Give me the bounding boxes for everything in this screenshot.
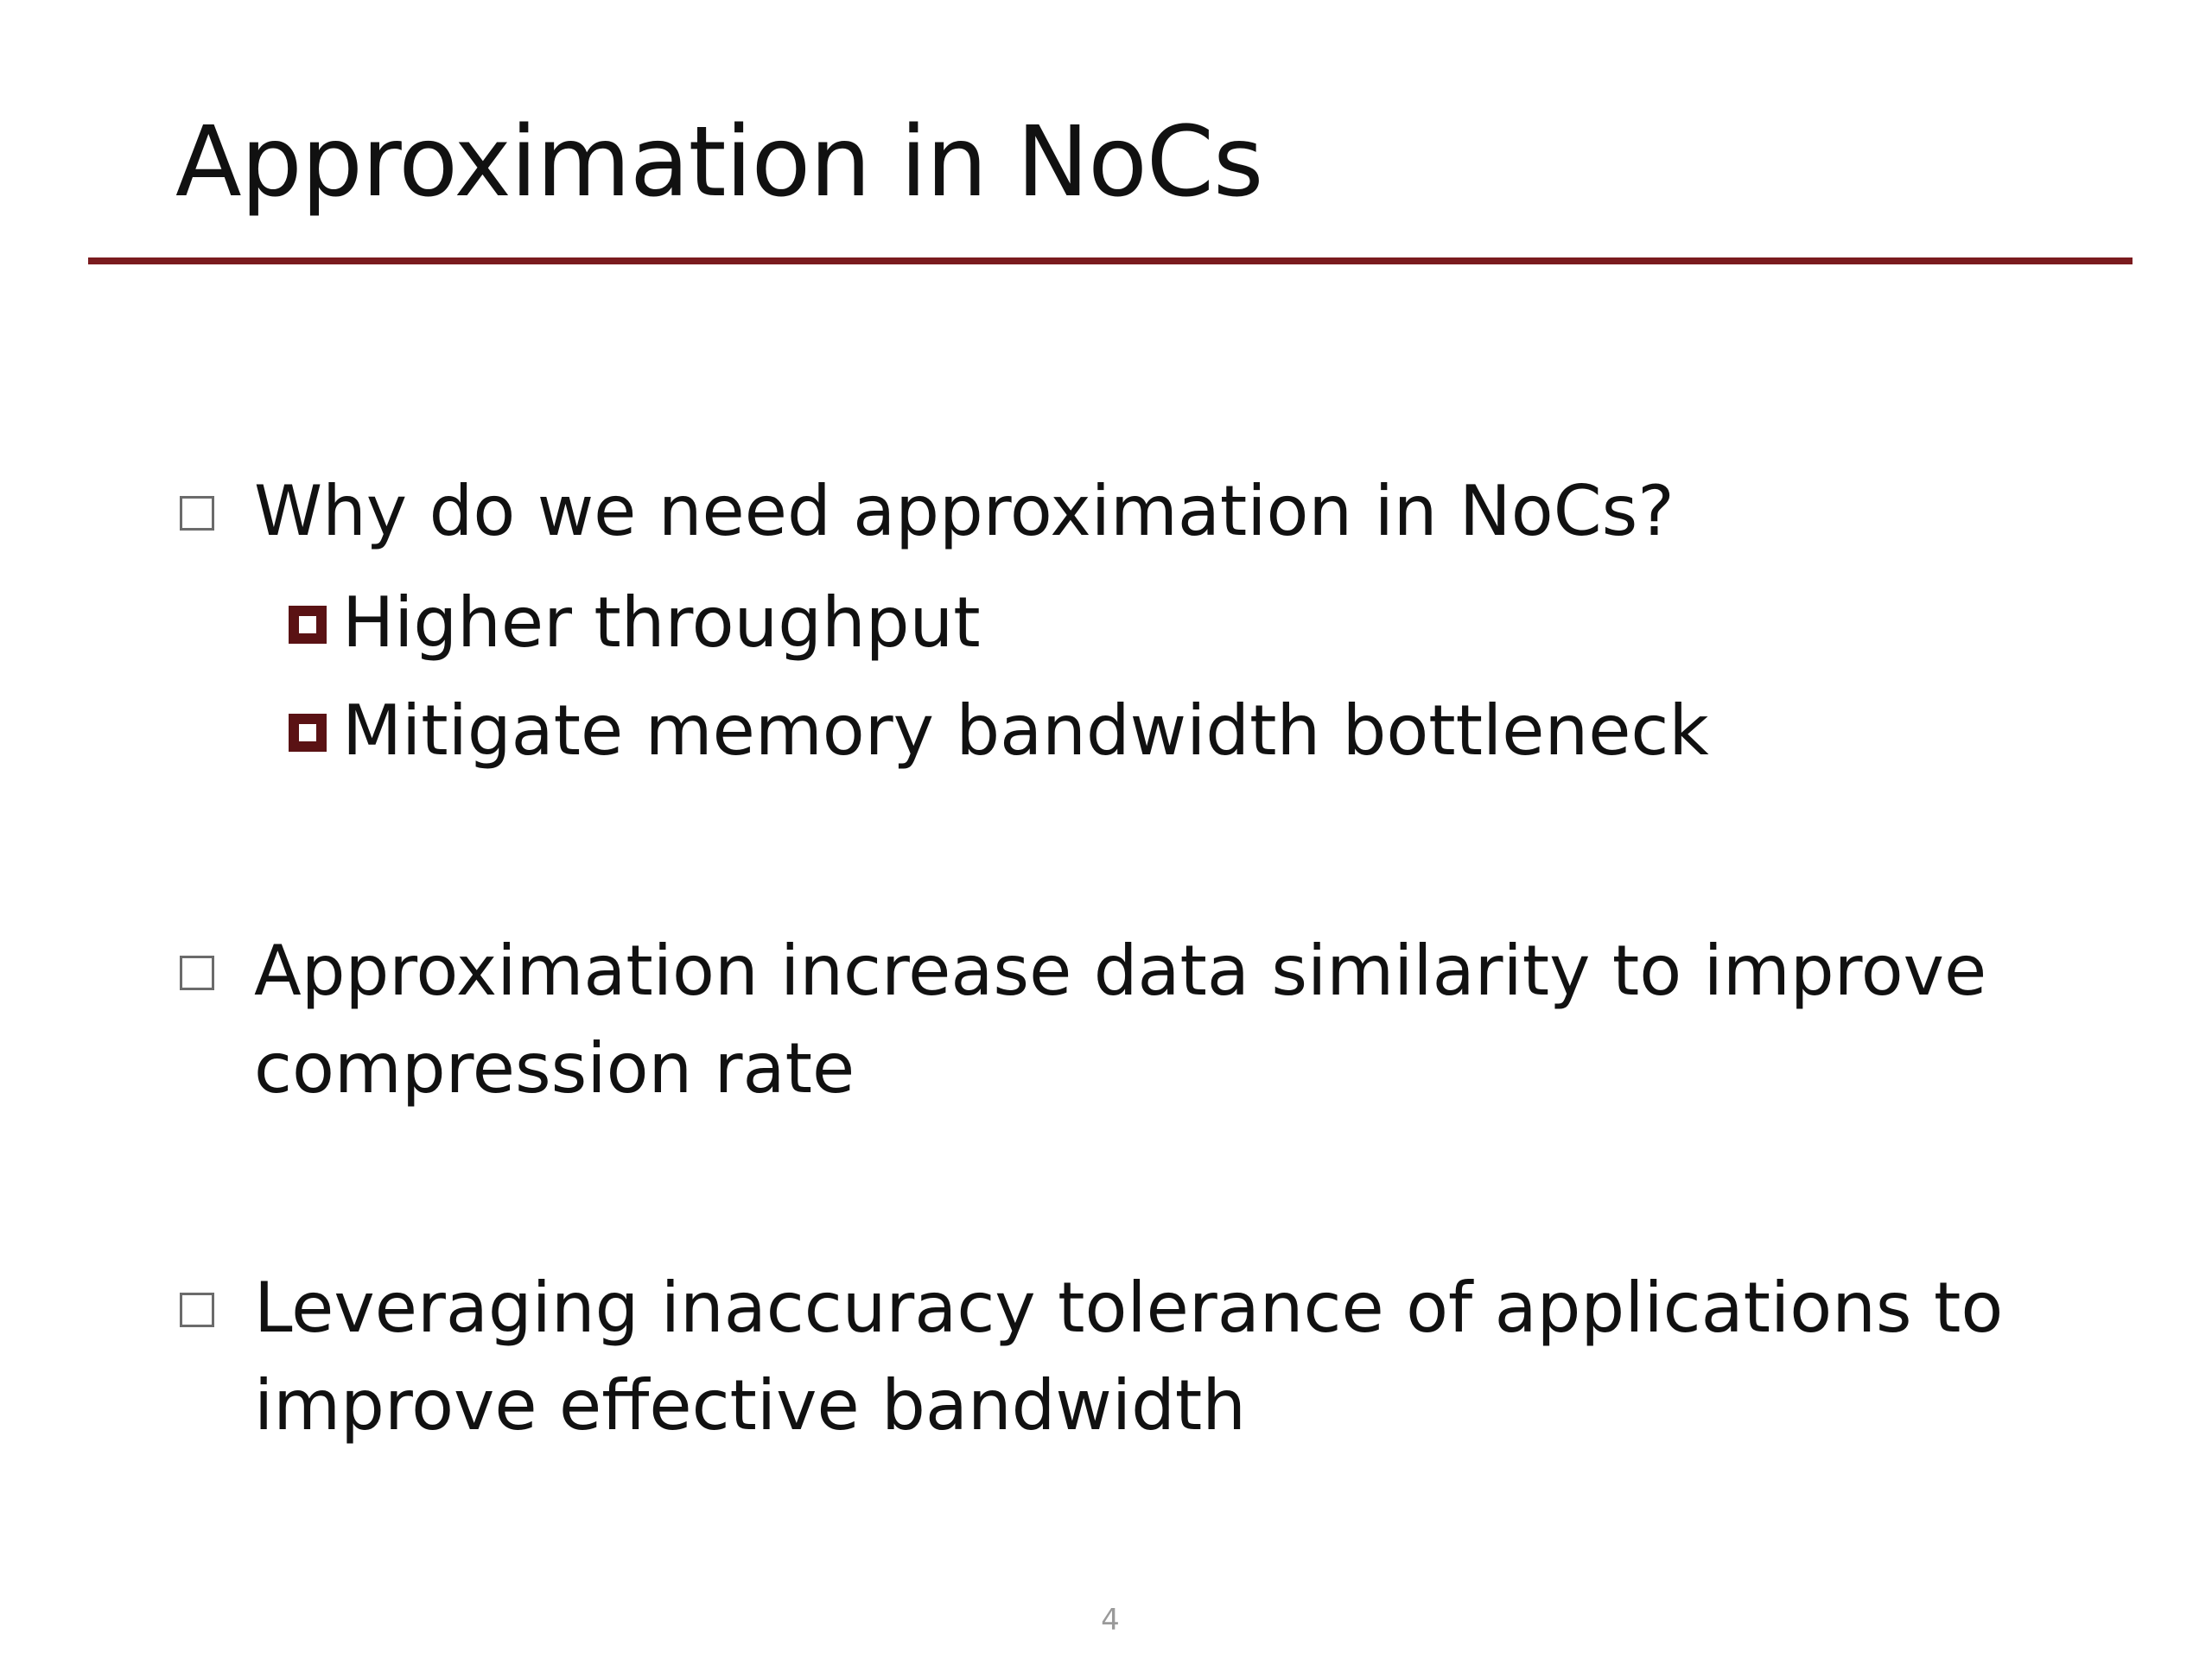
page-number: 4 [1101,1603,1120,1637]
hollow-square-bullet-icon [180,956,214,990]
title-underline-rule [88,257,2133,264]
filled-square-bullet-icon [289,606,327,644]
bullet-text: Why do we need approximation in NoCs? [254,471,1675,551]
sub-bullet-text: Higher throughput [342,582,981,663]
slide-title: Approximation in NoCs [175,106,1263,219]
bullet-text-line-1: Leveraging inaccuracy tolerance of applications to [254,1268,2004,1348]
sub-bullet-text: Mitigate memory bandwidth bottleneck [342,690,1709,771]
bullet-text-line-2: improve effective bandwidth [254,1365,1246,1446]
hollow-square-bullet-icon [180,496,214,531]
filled-square-bullet-icon [289,714,327,752]
bullet-text-line-1: Approximation increase data similarity to improve [254,931,1987,1011]
bullet-text-line-2: compression rate [254,1028,855,1109]
hollow-square-bullet-icon [180,1293,214,1327]
